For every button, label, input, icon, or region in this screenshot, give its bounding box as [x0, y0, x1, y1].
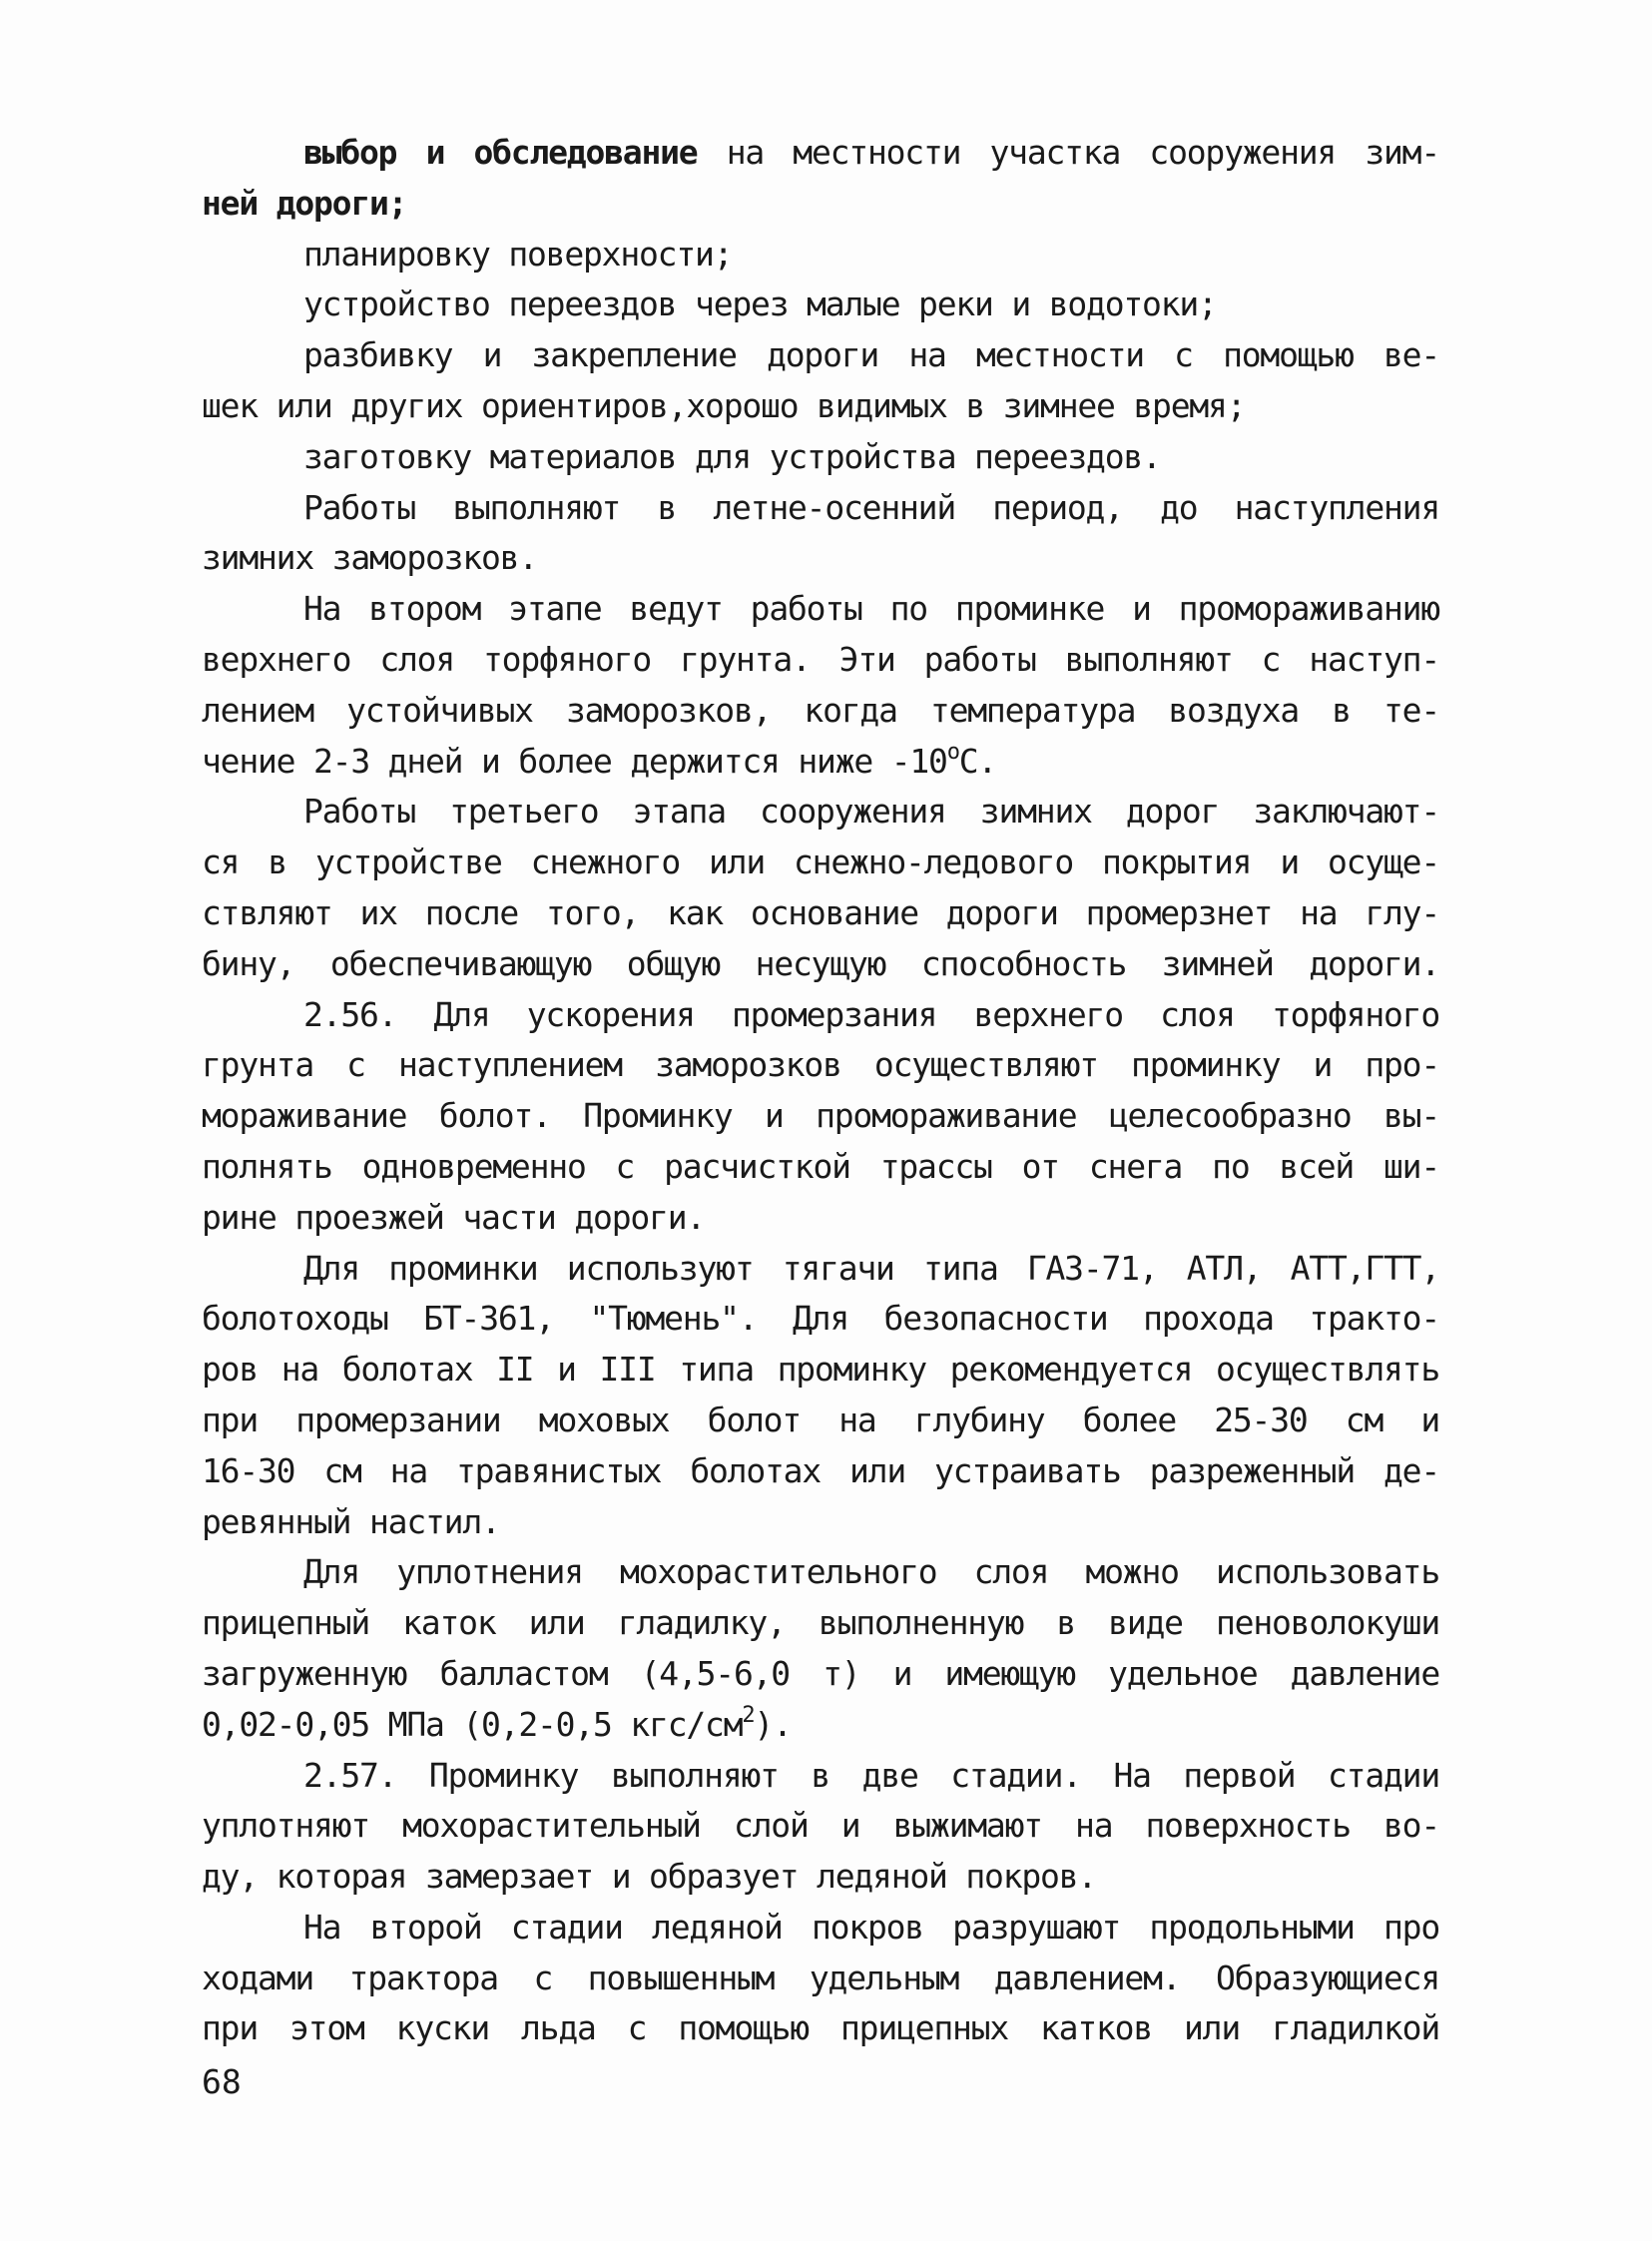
- page-number: 68: [202, 2062, 242, 2101]
- text-line: На втором этапе ведут работы по проминке и промораживанию: [303, 589, 1439, 629]
- text-line: рине проезжей части дороги.: [202, 1197, 706, 1237]
- text-line: 2.57. Проминку выполняют в две стадии. На первой стадии: [303, 1755, 1439, 1795]
- text-line: ревянный настил.: [202, 1501, 500, 1541]
- text-line: при промерзании моховых болот на глубину более 25-30 см и: [202, 1400, 1439, 1439]
- text-line: 2.56. Для ускорения промерзания верхнего слоя торфяного: [303, 994, 1439, 1034]
- text-line: ся в устройстве снежного или снежно-ледового покрытия и осуще-: [202, 842, 1439, 882]
- text-line: болотоходы БТ-361, "Тюмень". Для безопасности прохода тракто-: [202, 1299, 1439, 1339]
- text-line: шек или других ориентиров,хорошо видимых в зимнее время;: [202, 385, 1246, 425]
- text-line: ров на болотах II и III типа проминку рекомендуется осуществлять: [202, 1350, 1439, 1390]
- text-line: Для проминки используют тягачи типа ГАЗ-71, АТЛ, АТТ,ГТТ,: [303, 1248, 1439, 1288]
- text-line: бину, обеспечивающую общую несущую способность зимней дороги.: [202, 943, 1439, 983]
- text-line: выбор и обследование на местности участка сооружения зим-: [303, 133, 1439, 172]
- text-line: разбивку и закрепление дороги на местности с помощью ве-: [303, 335, 1439, 375]
- text-line: зимних заморозков.: [202, 538, 538, 578]
- text-line: Работы третьего этапа сооружения зимних дорог заключают-: [303, 792, 1439, 832]
- text-line: ней дороги;: [202, 183, 407, 223]
- text-line: лением устойчивых заморозков, когда температура воздуха в те-: [202, 690, 1439, 730]
- text-line: На второй стадии ледяной покров разрушают продольными про: [303, 1907, 1439, 1947]
- text-line: уплотняют мохорастительный слой и выжимают на поверхность во-: [202, 1806, 1439, 1846]
- text-line: полнять одновременно с расчисткой трассы от снега по всей ши-: [202, 1146, 1439, 1186]
- text-line: прицепный каток или гладилку, выполненную в виде пеноволокуши: [202, 1603, 1439, 1643]
- text-line: грунта с наступлением заморозков осуществляют проминку и про-: [202, 1045, 1439, 1085]
- text-line: заготовку материалов для устройства переездов.: [303, 436, 1161, 476]
- text-line: при этом куски льда с помощью прицепных катков или гладилкой: [202, 2008, 1439, 2048]
- text-line: Работы выполняют в летне-осенний период, до наступления: [303, 487, 1439, 527]
- text-line: устройство переездов через малые реки и водотоки;: [303, 284, 1217, 324]
- text-line: ходами трактора с повышенным удельным давлением. Образующиеся: [202, 1958, 1439, 1997]
- text-line: верхнего слоя торфяного грунта. Эти работы выполняют с наступ-: [202, 639, 1439, 679]
- text-line: планировку поверхности;: [303, 234, 733, 274]
- text-line: мораживание болот. Проминку и промораживание целесообразно вы-: [202, 1096, 1439, 1136]
- text-line: загруженную балластом (4,5-6,0 т) и имеющую удельное давление: [202, 1653, 1439, 1693]
- body-text: [202, 128, 1439, 2054]
- text-line: 16-30 см на травянистых болотах или устраивать разреженный де-: [202, 1450, 1439, 1490]
- text-line: чение 2-3 дней и более держится ниже -10$^o$С.: [202, 739, 997, 781]
- text-line: ствляют их после того, как основание дороги промерзнет на глу-: [202, 892, 1439, 932]
- text-line: Для уплотнения мохорастительного слоя можно использовать: [303, 1552, 1439, 1592]
- text-line: 0,02-0,05 МПа (0,2-0,5 кгс/$см^2$).: [202, 1702, 792, 1744]
- text-line: ду, которая замерзает и образует ледяной покров.: [202, 1857, 1097, 1897]
